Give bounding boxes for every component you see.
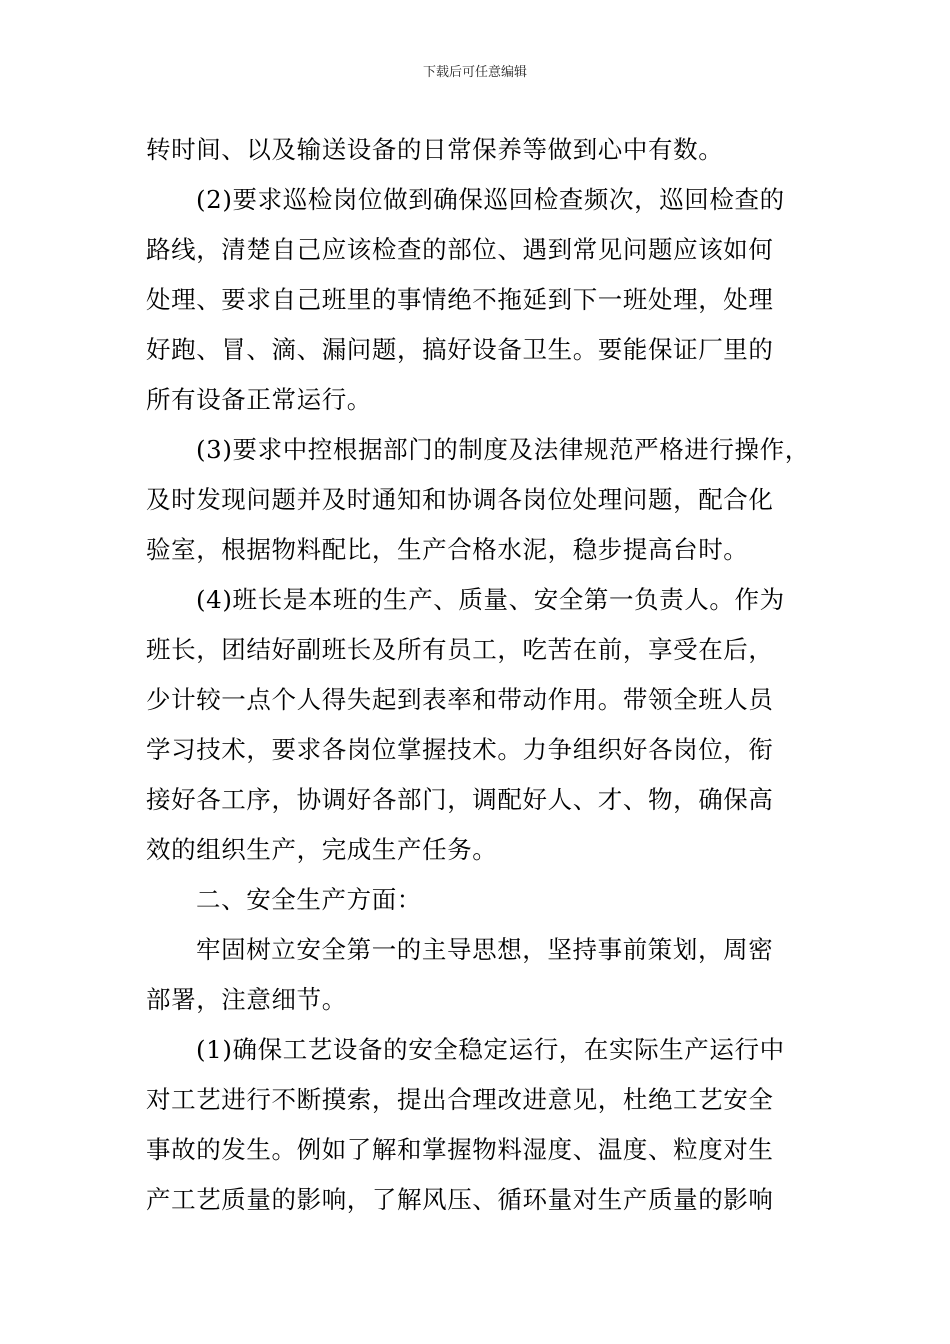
text-line: (3)要求中控根据部门的制度及法律规范严格进行操作， bbox=[196, 435, 810, 464]
text-line: 接好各工序，协调好各部门，调配好人、才、物，确保高 bbox=[146, 785, 774, 814]
text-line: 事故的发生。例如了解和掌握物料湿度、温度、粒度对生 bbox=[146, 1135, 774, 1164]
text-line: 处理、要求自己班里的事情绝不拖延到下一班处理，处理 bbox=[146, 285, 774, 314]
text-line: 牢固树立安全第一的主导思想，坚持事前策划，周密 bbox=[196, 935, 774, 964]
text-line: 对工艺进行不断摸索，提出合理改进意见，杜绝工艺安全 bbox=[146, 1085, 774, 1114]
text-line: 班长，团结好副班长及所有员工，吃苦在前，享受在后， bbox=[146, 635, 774, 664]
page-header-note: 下载后可任意编辑 bbox=[422, 65, 527, 80]
text-line: (4)班长是本班的生产、质量、安全第一负责人。作为 bbox=[196, 585, 785, 614]
text-line: 效的组织生产，完成生产任务。 bbox=[146, 835, 498, 864]
document-body bbox=[146, 125, 816, 1225]
text-line: 转时间、以及输送设备的日常保养等做到心中有数。 bbox=[146, 135, 724, 164]
text-line: 好跑、冒、滴、漏问题，搞好设备卫生。要能保证厂里的 bbox=[146, 335, 774, 364]
text-line: (1)确保工艺设备的安全稳定运行，在实际生产运行中 bbox=[196, 1035, 785, 1064]
text-line: (2)要求巡检岗位做到确保巡回检查频次，巡回检查的 bbox=[196, 185, 785, 214]
text-line: 及时发现问题并及时通知和协调各岗位处理问题，配合化 bbox=[146, 485, 774, 514]
text-line: 学习技术，要求各岗位掌握技术。力争组织好各岗位，衔 bbox=[146, 735, 774, 764]
text-line: 部署，注意细节。 bbox=[146, 985, 347, 1014]
text-line: 二、安全生产方面： bbox=[196, 885, 422, 914]
text-line: 验室，根据物料配比，生产合格水泥，稳步提高台时。 bbox=[146, 535, 749, 564]
text-line: 路线，清楚自己应该检查的部位、遇到常见问题应该如何 bbox=[146, 235, 774, 264]
text-line: 产工艺质量的影响，了解风压、循环量对生产质量的影响 bbox=[146, 1185, 774, 1214]
text-line: 少计较一点个人得失起到表率和带动作用。带领全班人员 bbox=[146, 685, 774, 714]
text-line: 所有设备正常运行。 bbox=[146, 385, 372, 414]
